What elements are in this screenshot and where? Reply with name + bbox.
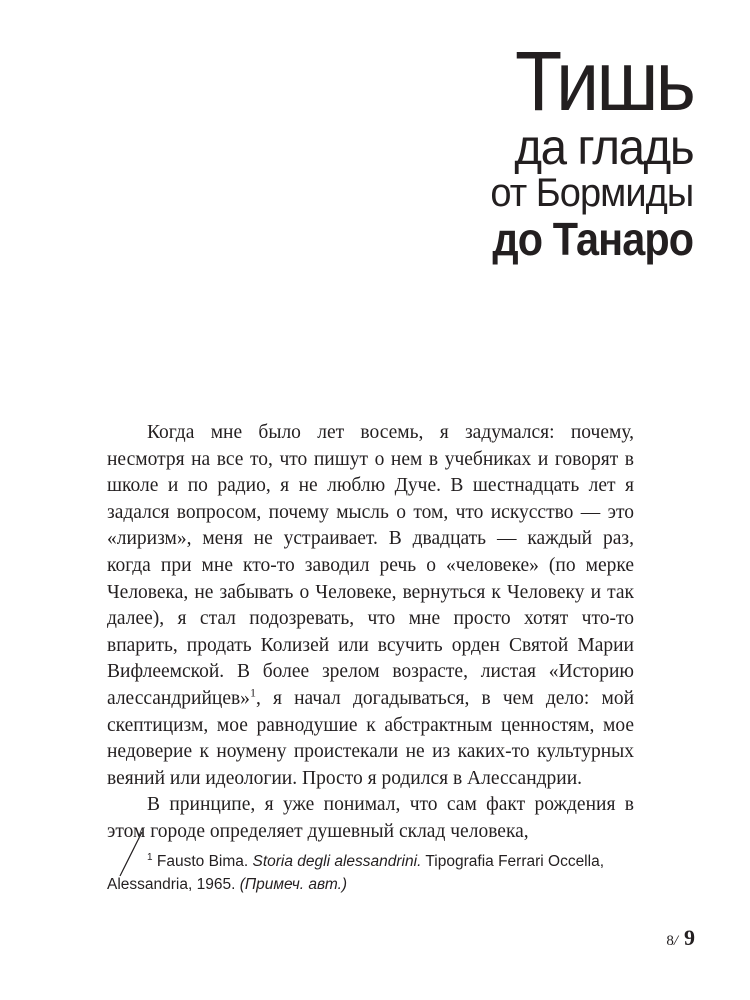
- paragraph-2: В принципе, я уже понимал, что сам факт рождения в этом городе определяет душевный склад человека,: [107, 794, 634, 842]
- title-line-1: Тишь: [514, 34, 693, 128]
- paragraph-1-part-a: Когда мне было лет восемь, я задумался: почему, несмотря на все то, что пишут о нем в учебниках и говорят в школе и по радио, я не люблю Дуче. В шестнадцать лет я задался вопросом, почему мысль о том, что искусство — это «лиризм», меня не устраивает. В двадцать — каждый раз, когда при мне кто-то заводил речь о «человеке» (по мерке Человека, не забывать о Человеке, вернуться к Человеку и так далее), я стал подозревать, что мне просто хотят что-то впарить, продать Колизей или всучить орден Святой Марии Вифлеемской. В более зрелом возрасте, листая «Историю алессандрийцев»: [107, 422, 634, 709]
- footnote-number: 1: [147, 851, 153, 863]
- page-number-current: 9: [684, 925, 695, 950]
- title-line-3: от Бормиды: [490, 171, 693, 215]
- title-line-4: до Танаро: [492, 213, 693, 265]
- page-number-separator: /: [673, 933, 678, 949]
- footnote-reference[interactable]: 1: [249, 685, 256, 700]
- body-text: [107, 420, 634, 846]
- footnote-publisher: Tipografia Ferrari Occella, Alessandria, 1965.: [107, 853, 604, 893]
- title-line-2: да гладь: [514, 119, 693, 175]
- page-number-previous: 8: [666, 933, 674, 949]
- page-number: [666, 925, 695, 951]
- footnote-note: (Примеч. авт.): [239, 876, 348, 893]
- paragraph-1-part-b: , я начал догадываться, в чем дело: мой скептицизм, мое равнодушие к абстрактным ценностям, мое недоверие к ноумену проистекали не из каких-то культурных веяний или идеологии. Просто я родился в Алессандрии.: [107, 687, 634, 789]
- footnote-work: Storia degli alessandrini.: [252, 853, 422, 870]
- footnote: [107, 850, 634, 896]
- paragraph-1: [107, 420, 634, 792]
- chapter-title: [470, 34, 693, 265]
- footnote-author: Fausto Bima.: [156, 853, 249, 870]
